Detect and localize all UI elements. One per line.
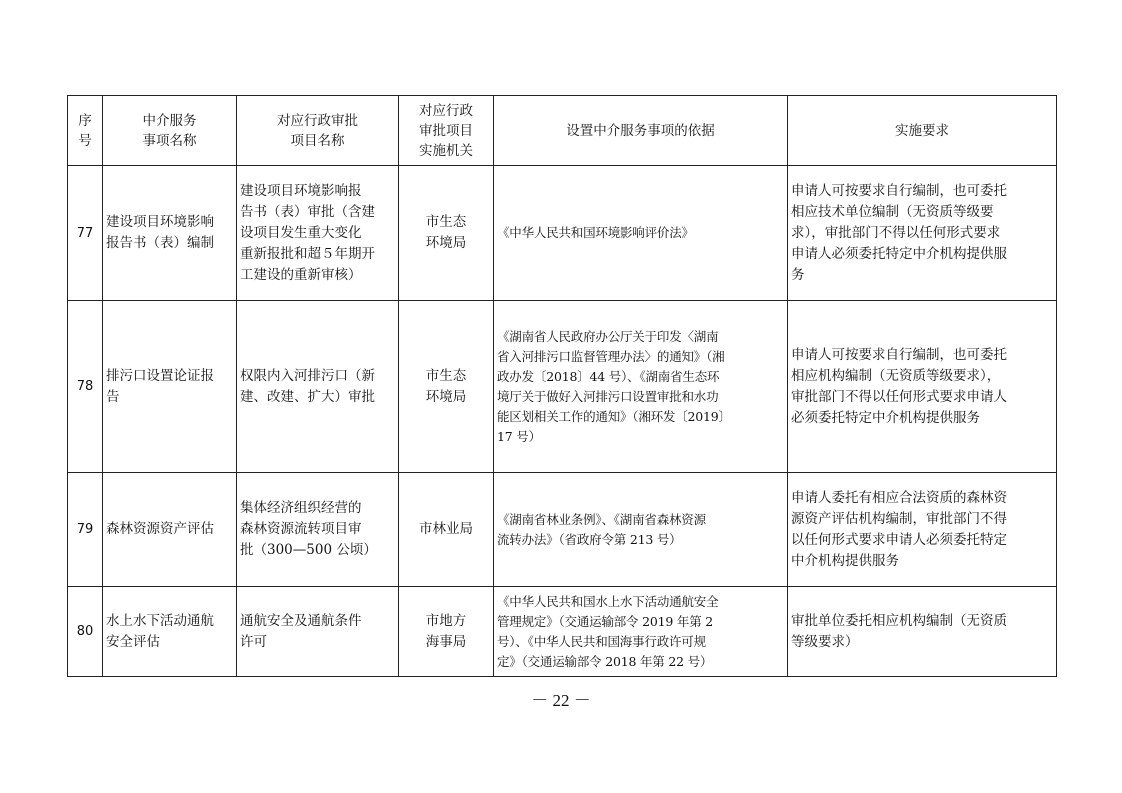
cell-text-line: 审批部门不得以任何形式要求申请人 bbox=[791, 388, 1007, 405]
row-requirements bbox=[788, 473, 1057, 587]
row-approval-item bbox=[237, 587, 399, 677]
cell-text-line: 环境局 bbox=[425, 388, 467, 405]
table-row bbox=[68, 166, 1057, 301]
row-seq: 79 bbox=[68, 473, 103, 587]
cell-text-line: 水上水下活动通航 bbox=[106, 612, 214, 629]
cell-text-line: 许可 bbox=[240, 633, 267, 650]
cell-text-line: 事项名称 bbox=[142, 132, 197, 149]
header-agency bbox=[399, 96, 494, 166]
cell-text-line: 建、改建、扩大）审批 bbox=[240, 388, 375, 405]
cell-text-line: 项目名称 bbox=[290, 132, 345, 149]
row-basis bbox=[494, 166, 788, 301]
cell-text-line: 《湖南省林业条例》、《湖南省森林资源 bbox=[497, 511, 706, 527]
cell-text-line: 申请人必须委托特定中介机构提供服 bbox=[791, 245, 1007, 262]
cell-text-line: 《中华人民共和国水上水下活动通航安全 bbox=[497, 593, 719, 609]
cell-text-line: 告书（表）审批（含建 bbox=[240, 203, 375, 220]
row-service-name bbox=[103, 473, 237, 587]
cell-text-line: 建设项目环境影响报 bbox=[240, 182, 362, 199]
cell-text-line: 工建设的重新审核） bbox=[240, 266, 362, 283]
cell-text-line: 环境局 bbox=[425, 235, 467, 251]
cell-text-line: 申请人委托有相应合法资质的森林资 bbox=[791, 489, 1007, 506]
row-seq: 77 bbox=[68, 166, 103, 301]
cell-text-line: 对应行政审批 bbox=[277, 112, 358, 129]
row-service-name bbox=[103, 587, 237, 677]
row-requirements bbox=[788, 301, 1057, 473]
cell-text-line: 管理规定》（交通运输部令 2019 年第 2 bbox=[497, 613, 714, 629]
cell-text-line: 流转办法》（省政府令第 213 号） bbox=[497, 531, 682, 547]
cell-text-line: 能区划相关工作的通知》（湘环发〔2019〕 bbox=[497, 408, 731, 424]
row-requirements bbox=[788, 166, 1057, 301]
cell-text-line: 批（300—500 公顷） bbox=[240, 542, 377, 558]
header-requirements bbox=[788, 96, 1057, 166]
cell-text-line: 海事局 bbox=[425, 633, 467, 650]
cell-text-line: 政办发〔2018〕44 号）、《湖南省生态环 bbox=[497, 368, 720, 384]
cell-text-line: 市地方 bbox=[425, 612, 467, 629]
cell-text-line: 求），审批部门不得以任何形式要求 bbox=[791, 224, 1001, 241]
cell-text-line: 市林业局 bbox=[419, 521, 473, 537]
cell-text-line: 市生态 bbox=[425, 214, 467, 230]
row-requirements bbox=[788, 587, 1057, 677]
row-approval-item bbox=[237, 301, 399, 473]
cell-text-line: 《湖南省人民政府办公厅关于印发〈湖南 bbox=[497, 328, 719, 344]
row-agency bbox=[399, 301, 494, 473]
cell-text-line: 17 号） bbox=[497, 428, 541, 444]
cell-text-line: 相应技术单位编制（无资质等级要 bbox=[791, 203, 994, 220]
header-basis bbox=[494, 96, 788, 166]
row-approval-item bbox=[237, 473, 399, 587]
cell-text-line: 省入河排污口监督管理办法〉的通知》（湘 bbox=[497, 348, 725, 364]
row-agency bbox=[399, 587, 494, 677]
cell-text-line: 号）、《中华人民共和国海事行政许可规 bbox=[497, 633, 706, 649]
row-basis bbox=[494, 587, 788, 677]
table-row bbox=[68, 587, 1057, 677]
cell-text-line: 务 bbox=[791, 266, 805, 283]
row-seq: 78 bbox=[68, 301, 103, 473]
cell-text-line: 权限内入河排污口（新 bbox=[240, 367, 375, 384]
cell-text-line: 《中华人民共和国环境影响评价法》 bbox=[497, 225, 694, 240]
cell-text-line: 森林资源资产评估 bbox=[106, 521, 214, 537]
cell-text-line: 集体经济组织经营的 bbox=[240, 500, 362, 516]
cell-text-line: 排污口设置论证报 bbox=[106, 367, 214, 384]
cell-text-line: 申请人可按要求自行编制，也可委托 bbox=[791, 346, 1007, 363]
cell-text-line: 源资产评估机构编制，审批部门不得 bbox=[791, 510, 1007, 527]
table-row bbox=[68, 473, 1057, 587]
cell-text-line: 号 bbox=[78, 132, 92, 149]
cell-text-line: 建设项目环境影响 bbox=[106, 214, 214, 230]
page-number: － 22 － bbox=[531, 691, 591, 710]
cell-text-line: 报告书（表）编制 bbox=[106, 235, 214, 251]
cell-text-line: 对应行政 bbox=[419, 102, 473, 119]
cell-text-line: 设置中介服务事项的依据 bbox=[566, 122, 715, 139]
cell-text-line: 序 bbox=[78, 112, 92, 129]
row-basis bbox=[494, 301, 788, 473]
row-approval-item bbox=[237, 166, 399, 301]
cell-text-line: 审批单位委托相应机构编制（无资质 bbox=[791, 612, 1007, 629]
row-seq: 80 bbox=[68, 587, 103, 677]
cell-text-line: 相应机构编制（无资质等级要求）， bbox=[791, 367, 1001, 384]
row-service-name bbox=[103, 166, 237, 301]
row-agency bbox=[399, 473, 494, 587]
header-row bbox=[68, 96, 1057, 166]
cell-text-line: 通航安全及通航条件 bbox=[240, 612, 362, 629]
header-approval-item bbox=[237, 96, 399, 166]
cell-text-line: 安全评估 bbox=[106, 633, 160, 650]
row-basis bbox=[494, 473, 788, 587]
cell-text-line: 以任何形式要求申请人必须委托特定 bbox=[791, 531, 1007, 548]
cell-text-line: 市生态 bbox=[425, 367, 467, 384]
cell-text-line: 实施机关 bbox=[419, 142, 473, 159]
cell-text-line: 告 bbox=[106, 388, 120, 405]
cell-text-line: 境厅关于做好入河排污口设置审批和水功 bbox=[497, 388, 719, 404]
cell-text-line: 等级要求） bbox=[791, 633, 859, 650]
intermediary-services-table bbox=[67, 95, 1057, 677]
cell-text-line: 定》（交通运输部令 2018 年第 22 号） bbox=[497, 653, 713, 669]
cell-text-line: 重新报批和超５年期开 bbox=[240, 245, 375, 262]
header-seq bbox=[68, 96, 103, 166]
cell-text-line: 设项目发生重大变化 bbox=[240, 224, 362, 241]
row-agency bbox=[399, 166, 494, 301]
header-service-name bbox=[103, 96, 237, 166]
cell-text-line: 申请人可按要求自行编制，也可委托 bbox=[791, 182, 1007, 199]
cell-text-line: 审批项目 bbox=[419, 122, 473, 139]
table-row bbox=[68, 301, 1057, 473]
cell-text-line: 森林资源流转项目审 bbox=[240, 521, 362, 537]
cell-text-line: 必须委托特定中介机构提供服务 bbox=[791, 409, 980, 426]
cell-text-line: 实施要求 bbox=[895, 122, 949, 139]
cell-text-line: 中介服务 bbox=[142, 112, 197, 129]
row-service-name bbox=[103, 301, 237, 473]
cell-text-line: 中介机构提供服务 bbox=[791, 552, 899, 569]
